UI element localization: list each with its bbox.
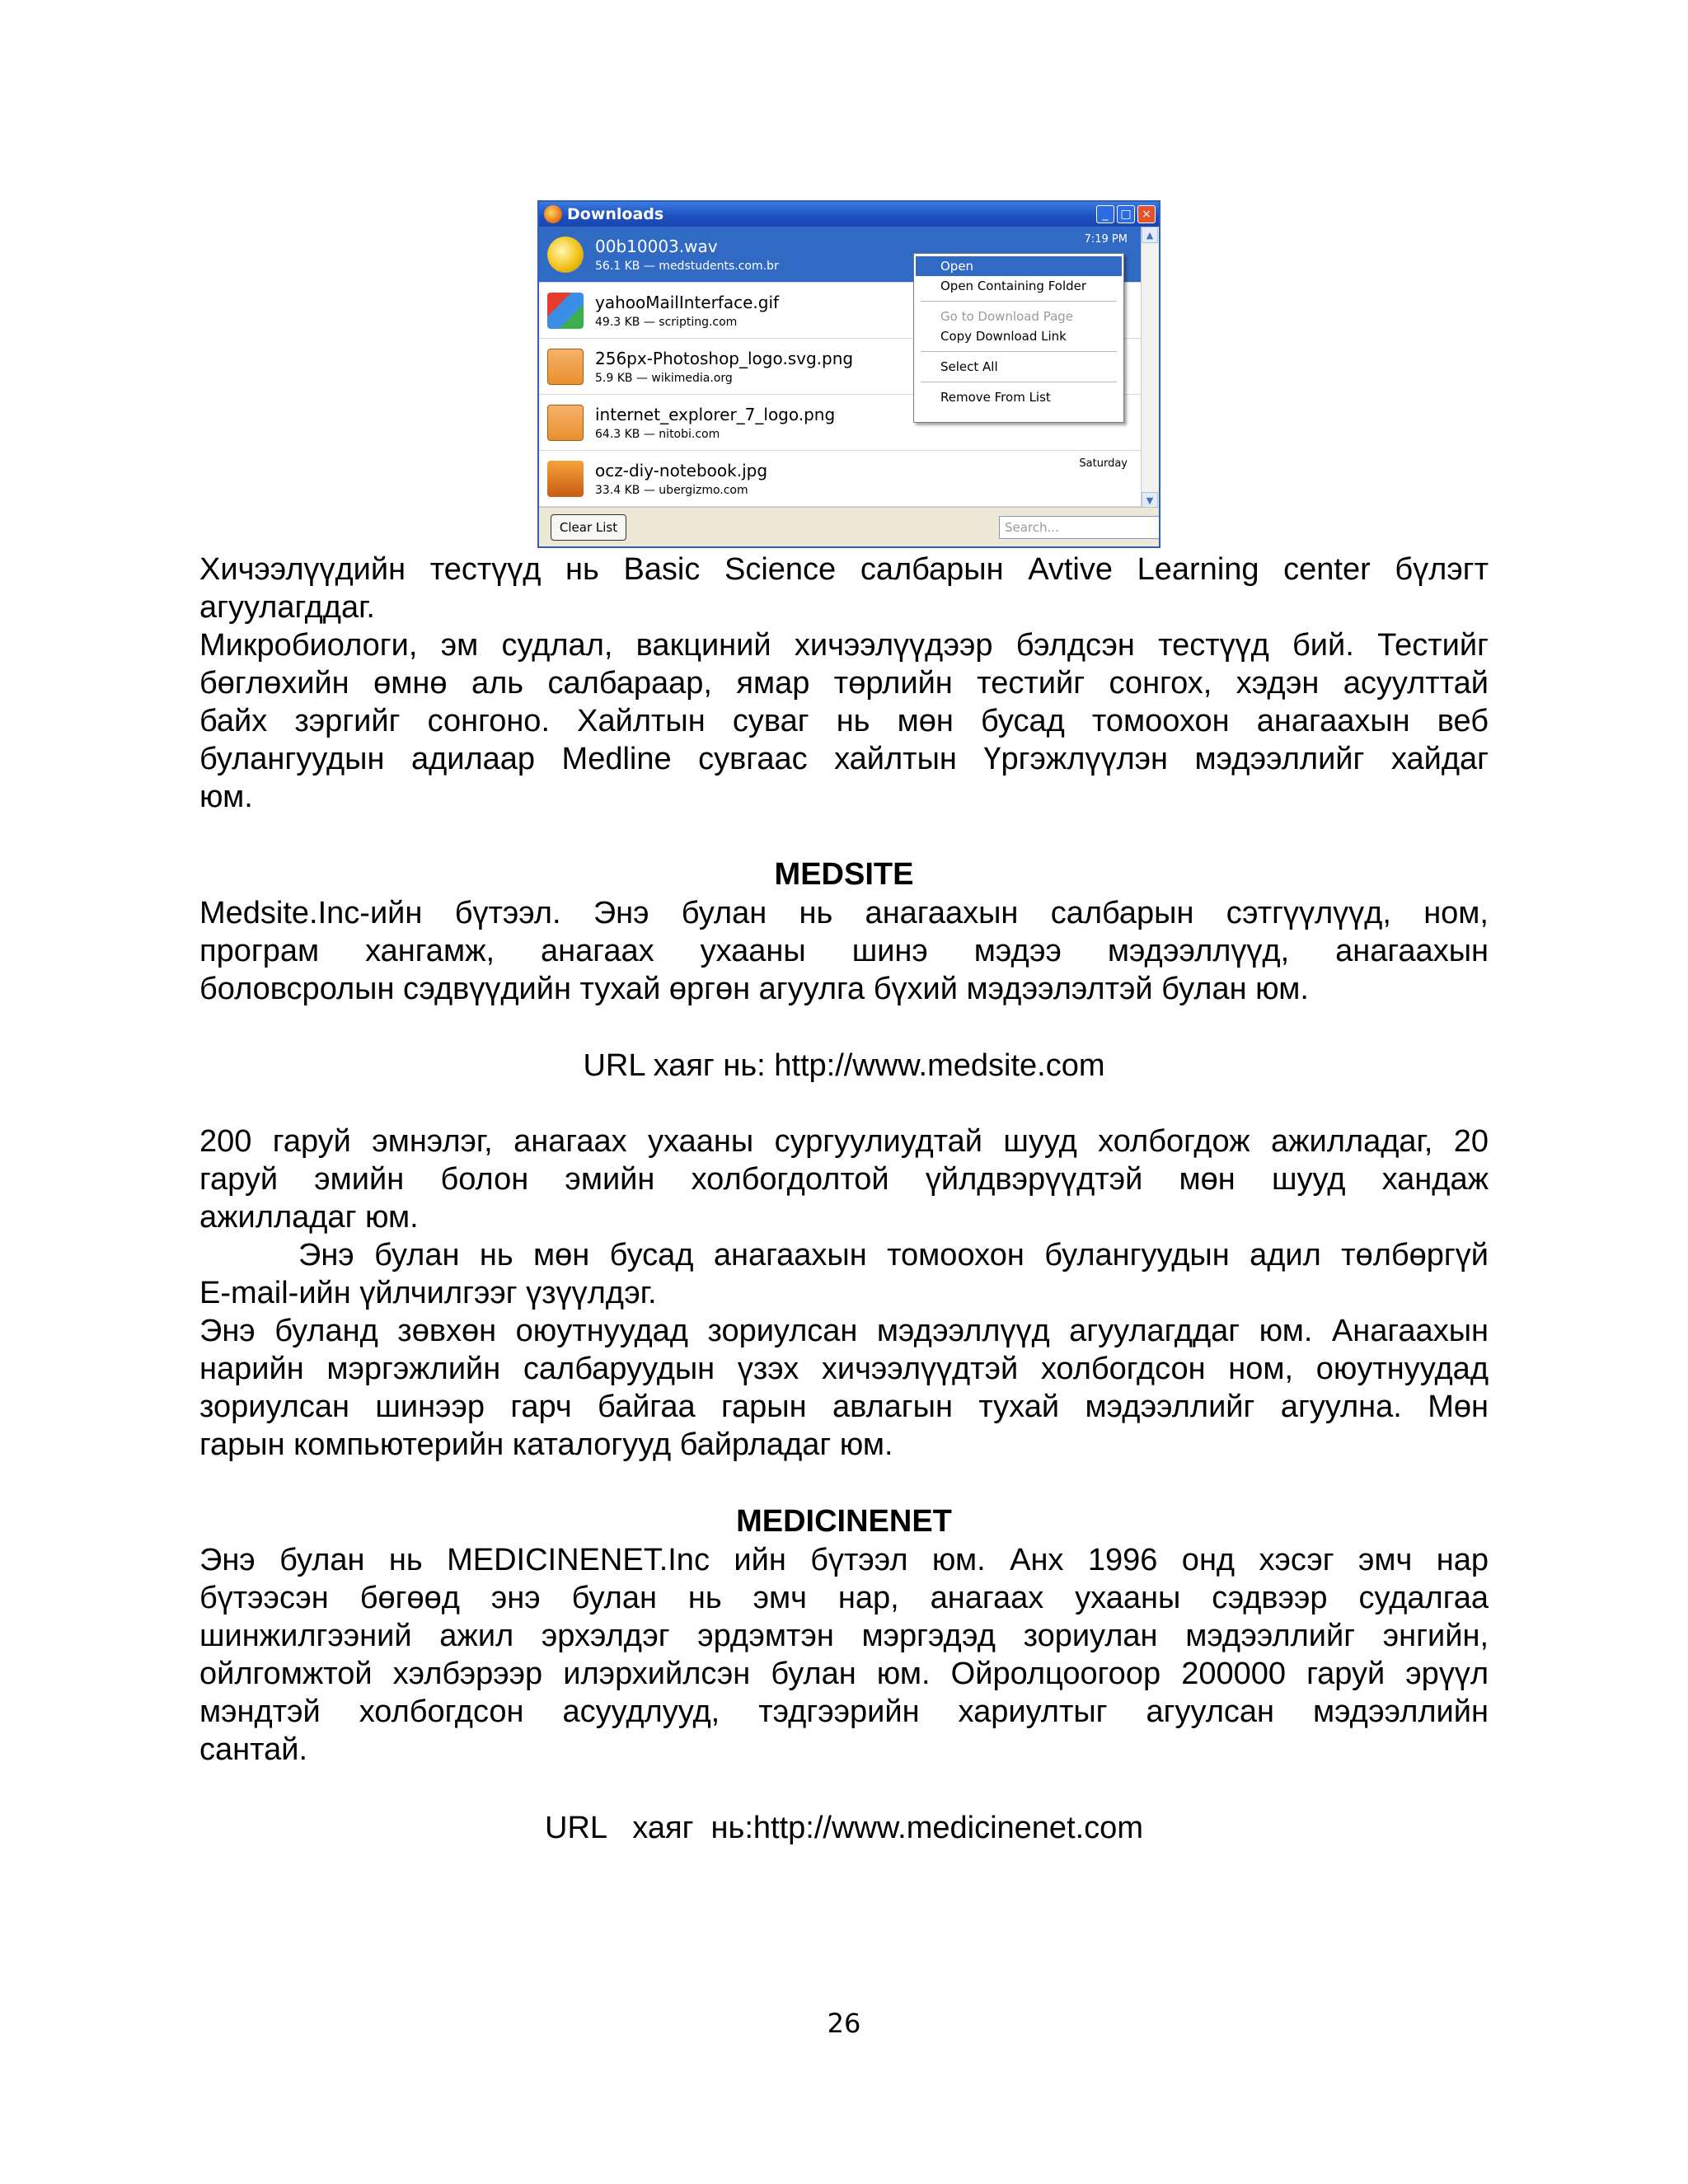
download-item[interactable] [539,451,1142,507]
text-line: нарийн мэргэжлийн салбаруудын үзэх хичээлүүдтэй холбогдсон ном, оюутнуудад [199,1352,1489,1386]
bottom-toolbar [539,507,1159,546]
text-line: Хичээлүүдийн тестүүд нь Basic Science салбарын Avtive Learning center бүлэгт [199,552,1489,587]
text-line: бөглөхийн өмнө аль салбараар, ямар төрлийн тестийг сонгох, хэдэн асуулттай [199,666,1489,701]
firefox-icon [544,205,562,223]
downloads-window [537,200,1160,548]
search-input[interactable]: Search... [999,516,1160,539]
maximize-icon[interactable]: □ [1117,205,1135,223]
text-line: Микробиологи, эм судлал, вакциний хичээлүүдээр бэлдсэн тестүүд бий. Тестийг [199,628,1489,663]
text-line: боловсролын сэдвүүдийн тухай өргөн агуулга бүхий мэдээлэлтэй булан юм. [199,972,1309,1006]
menu-item-open[interactable]: Open [916,256,1122,276]
menu-item-go-to-download-page[interactable]: Go to Download Page [940,309,1074,324]
text-line: програм хангамж, анагаах ухааны шинэ мэдээ мэдээллүүд, анагаахын [199,934,1489,968]
clear-list-button[interactable]: Clear List [551,514,626,541]
text-line: Энэ булан нь MEDICINENET.Inc ийн бүтээл юм. Анх 1996 онд хэсэг эмч нар [199,1543,1489,1577]
file-name: internet_explorer_7_logo.png [595,404,836,424]
image-file-icon [547,293,584,329]
page-number: 26 [827,2008,861,2039]
menu-item-open-containing-folder[interactable]: Open Containing Folder [940,279,1087,293]
audio-file-icon [547,237,584,273]
text-line: мэндтэй холбогдсон асуудлууд, тэдгээрийн хариултыг агуулсан мэдээллийн [199,1694,1489,1729]
text-line: сантай. [199,1732,308,1767]
text-line: ойлгомжтой хэлбэрээр илэрхийлсэн булан юм. Ойролцоогоор 200000 гаруй эрүүл [199,1657,1489,1691]
text-line: байх зэргийг сонгоно. Хайлтын суваг нь мөн бусад томоохон анагаахын веб [199,704,1489,738]
text-line: гаруй эмийн болон эмийн холбогдолтой үйлдвэрүүдтэй мөн шууд хандаж [199,1162,1489,1197]
medicinenet-paragraph [199,1541,1489,1769]
text-line: 200 гаруй эмнэлэг, анагаах ухааны сургуулиудтай шууд холбогдож ажилладаг, 20 [199,1124,1489,1159]
png-file-icon [547,405,584,441]
text-line: гарын компьютерийн каталогууд байрладаг юм. [199,1427,893,1462]
file-name: 256px-Photoshop_logo.svg.png [595,348,854,368]
text-line: агуулагддаг. [199,590,375,625]
menu-separator [921,351,1117,352]
file-meta: 64.3 KB — nitobi.com [595,427,720,441]
menu-item-remove-from-list[interactable]: Remove From List [940,390,1051,405]
text-line: шинжилгээний ажил эрхэлдэг эрдэмтэн мэргэдэд зориулан мэдээллийг энгийн, [199,1619,1489,1653]
download-time: 7:19 PM [1084,233,1128,246]
file-name: ocz-diy-notebook.jpg [595,460,768,480]
vertical-scrollbar[interactable] [1141,227,1159,509]
medsite-url: URL хаяг нь: http://www.medsite.com [583,1048,1105,1083]
text-line: зориулсан шинээр гарч байгаа гарын авлагын тухай мэдээллийг агуулна. Мөн [199,1390,1489,1424]
window-title: Downloads [567,205,664,223]
medsite-paragraph [199,894,1489,1008]
file-name: yahooMailInterface.gif [595,292,780,312]
medsite-details [199,1122,1489,1464]
file-name: 00b10003.wav [595,236,718,256]
text-line: булангуудын адилаар Medline сувгаас хайлтын Үргэжлүүлэн мэдээллийг хайдаг [199,742,1489,776]
menu-item-select-all[interactable]: Select All [940,359,998,374]
menu-item-copy-download-link[interactable]: Copy Download Link [940,329,1067,344]
intro-paragraph [199,551,1489,816]
text-line: бүтээсэн бөгөөд энэ булан нь эмч нар, анагаах ухааны сэдвээр судалгаа [199,1581,1489,1615]
medsite-heading: MEDSITE [774,857,914,892]
scroll-down-icon[interactable]: ▼ [1142,492,1158,509]
text-line: E-mail-ийн үйлчилгээг үзүүлдэг. [199,1276,657,1310]
context-menu [913,253,1124,423]
jpg-file-icon [547,461,584,497]
text-line: юм. [199,780,253,814]
scroll-up-icon[interactable]: ▲ [1142,227,1158,243]
file-meta: 33.4 KB — ubergizmo.com [595,483,748,497]
medicinenet-url: URL хаяг нь:http://www.medicinenet.com [545,1811,1143,1845]
medicinenet-heading: MEDICINENET [736,1504,952,1539]
title-bar[interactable] [539,202,1159,227]
file-meta: 49.3 KB — scripting.com [595,315,738,329]
text-line: Энэ булан нь мөн бусад анагаахын томоохон булангуудын адил төлбөргүй [298,1238,1489,1272]
minimize-icon[interactable]: _ [1096,205,1114,223]
text-line: ажилладаг юм. [199,1200,419,1235]
download-time: Saturday [1079,457,1128,470]
text-line: Medsite.Inc-ийн бүтээл. Энэ булан нь анагаахын салбарын сэтгүүлүүд, ном, [199,896,1489,930]
file-meta: 5.9 KB — wikimedia.org [595,371,733,385]
text-line: Энэ буланд зөвхөн оюутнуудад зориулсан мэдээллүүд агуулагддаг юм. Анагаахын [199,1314,1489,1348]
png-file-icon [547,349,584,385]
menu-separator [921,301,1117,302]
close-icon[interactable]: × [1137,205,1156,223]
file-meta: 56.1 KB — medstudents.com.br [595,259,779,273]
